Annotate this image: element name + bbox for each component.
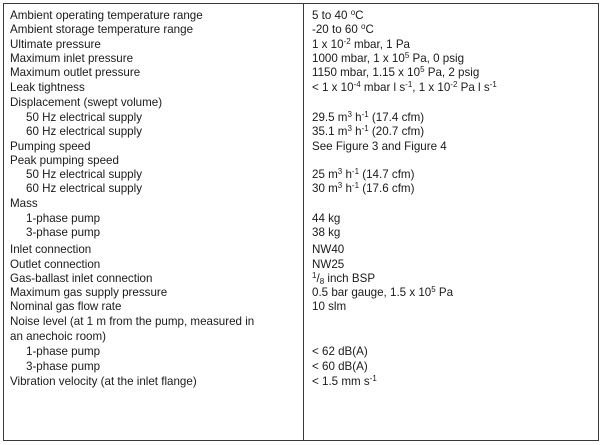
superscript: -1	[489, 80, 497, 89]
row-label: Mass	[10, 197, 38, 210]
superscript: 3	[347, 124, 352, 133]
row-value	[312, 258, 344, 272]
value-text: mbar l s	[360, 81, 406, 94]
value-text: 5 to 40	[312, 9, 351, 22]
value-text: 30 m	[312, 182, 338, 195]
row-label: 60 Hz electrical supply	[26, 182, 142, 195]
superscript: o	[361, 22, 366, 31]
row-label: 1-phase pump	[26, 212, 101, 225]
row-label: an anechoic room)	[10, 330, 107, 343]
row-label: Leak tightness	[10, 81, 85, 94]
superscript: -2	[450, 80, 458, 89]
superscript: -1	[351, 181, 360, 190]
value-text: Pa, 0 psig	[409, 52, 465, 65]
row-value	[312, 66, 479, 80]
row-value	[312, 38, 410, 52]
superscript: 1	[312, 271, 317, 280]
superscript: -1	[351, 167, 360, 176]
row-value	[312, 300, 346, 314]
value-text: 44 kg	[312, 212, 341, 225]
row-value	[312, 81, 497, 95]
value-text: h	[342, 168, 352, 181]
value-text: Pa, 2 psig	[424, 66, 480, 79]
superscript: 3	[337, 167, 343, 176]
value-text: Pa	[435, 286, 454, 299]
row-value	[312, 182, 414, 196]
value-text: h	[351, 111, 362, 124]
value-text: NW25	[312, 258, 345, 271]
row-value	[312, 345, 368, 359]
value-text: 10 slm	[312, 300, 347, 313]
row-label: Noise level (at 1 m from the pump, measured in	[10, 315, 255, 328]
value-text: mbar, 1 Pa	[350, 38, 411, 51]
value-text: inch BSP	[324, 272, 376, 285]
value-text: See Figure 3 and Figure 4	[312, 140, 447, 153]
value-text: Pa l s	[457, 81, 490, 94]
superscript: 3	[347, 110, 352, 119]
value-text: C	[355, 9, 364, 22]
row-label: 3-phase pump	[26, 360, 101, 373]
row-label: Vibration velocity (at the inlet flange)	[10, 375, 197, 388]
column-divider	[303, 4, 304, 440]
row-value	[312, 140, 447, 154]
value-text: 35.1 m	[312, 125, 348, 138]
row-label: Ambient operating temperature range	[10, 9, 203, 22]
row-value	[312, 168, 414, 182]
value-text: (17.4 cfm)	[368, 111, 425, 124]
row-value	[312, 375, 377, 389]
row-label: 50 Hz electrical supply	[26, 111, 142, 124]
superscript: -1	[369, 374, 377, 383]
row-value	[312, 243, 344, 257]
value-text: /	[316, 272, 320, 285]
superscript: -4	[353, 80, 361, 89]
value-text: -20 to 60	[312, 23, 361, 36]
row-label: Outlet connection	[10, 258, 101, 271]
row-label: Inlet connection	[10, 243, 92, 256]
row-label: Ambient storage temperature range	[10, 23, 194, 36]
row-value	[312, 23, 374, 37]
value-text: 25 m	[312, 168, 338, 181]
value-text: NW40	[312, 243, 345, 256]
row-value	[312, 111, 424, 125]
superscript: -1	[405, 80, 413, 89]
row-label: Displacement (swept volume)	[10, 96, 163, 109]
value-text: h	[342, 182, 352, 195]
superscript: 5	[431, 285, 436, 294]
row-label: Maximum outlet pressure	[10, 66, 141, 79]
value-text: < 1 x 10	[312, 81, 354, 94]
value-text: h	[351, 125, 362, 138]
superscript: 5	[420, 65, 425, 74]
row-value	[312, 212, 340, 226]
row-label: 60 Hz electrical supply	[26, 125, 142, 138]
value-text: < 1.5 mm s	[312, 375, 370, 388]
superscript: 5	[404, 51, 410, 60]
value-text: 0.5 bar gauge, 1.5 x 10	[312, 286, 432, 299]
row-label: Nominal gas flow rate	[10, 300, 122, 313]
superscript: 3	[337, 181, 343, 190]
row-label: Gas-ballast inlet connection	[10, 272, 153, 285]
value-text: < 60 dB(A)	[312, 360, 368, 373]
value-text: 1000 mbar, 1 x 10	[312, 52, 405, 65]
row-label: 1-phase pump	[26, 345, 101, 358]
value-text: (20.7 cfm)	[368, 125, 425, 138]
row-label: Maximum gas supply pressure	[10, 286, 168, 299]
value-text: 38 kg	[312, 226, 341, 239]
row-label: Maximum inlet pressure	[10, 52, 134, 65]
row-label: 50 Hz electrical supply	[26, 168, 142, 181]
subscript: 8	[319, 277, 325, 286]
value-text: C	[365, 23, 374, 36]
superscript: o	[350, 8, 356, 17]
specifications-table	[3, 3, 599, 441]
row-value	[312, 272, 375, 286]
value-text: < 62 dB(A)	[312, 345, 368, 358]
superscript: -2	[343, 37, 351, 46]
value-text: (17.6 cfm)	[359, 182, 415, 195]
row-value	[312, 52, 464, 66]
value-text: 1150 mbar, 1.15 x 10	[312, 66, 421, 79]
row-label: 3-phase pump	[26, 226, 101, 239]
row-value	[312, 9, 364, 23]
row-value	[312, 360, 368, 374]
value-text: 29.5 m	[312, 111, 348, 124]
row-value	[312, 226, 340, 240]
row-value	[312, 286, 453, 300]
superscript: -1	[361, 110, 369, 119]
value-text: , 1 x 10	[412, 81, 451, 94]
row-label: Pumping speed	[10, 140, 91, 153]
value-text: (14.7 cfm)	[359, 168, 415, 181]
row-label: Peak pumping speed	[10, 154, 119, 167]
superscript: -1	[361, 124, 369, 133]
row-label: Ultimate pressure	[10, 38, 101, 51]
row-value	[312, 125, 424, 139]
value-text: 1 x 10	[312, 38, 344, 51]
